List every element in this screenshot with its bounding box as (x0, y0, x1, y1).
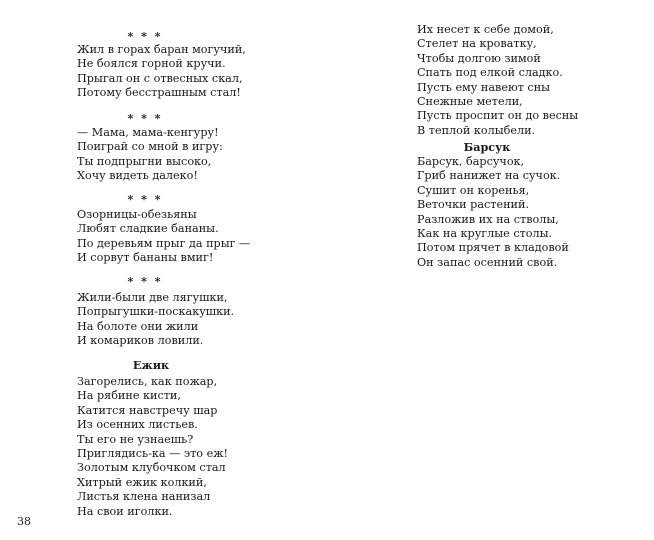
poem-line: На болоте они жили (77, 319, 199, 333)
poem-line: Пусть проспит он до весны (417, 109, 579, 123)
poem-line: Катится навстречу шар (77, 403, 218, 417)
poem-line: Чтобы долгою зимой (417, 51, 541, 65)
poem-line: Спать под елкой сладко. (417, 66, 563, 80)
poem-line: И сорвут бананы вмиг! (77, 251, 214, 265)
poem-line: На рябине кисти, (77, 389, 181, 403)
poem-line: Ты его не узнаешь? (77, 432, 194, 446)
poem-line: Жил в горах баран могучий, (77, 43, 246, 56)
poem-line: Загорелись, как пожар, (77, 375, 218, 388)
poem-line: Снежные метели, (417, 95, 523, 109)
poem-5 (77, 375, 228, 519)
poem-line: Жили-были две лягушки, (77, 291, 228, 304)
poem-1 (77, 43, 246, 101)
poem-line: Стелет на кроватку, (417, 37, 537, 51)
poem-line: Веточки растений. (417, 198, 530, 212)
poem-line: Любят сладкие бананы. (77, 222, 219, 236)
poem-line: Он запас осенний свой. (417, 255, 558, 269)
poem-line: Сушит он коренья, (417, 183, 530, 197)
poem-2 (77, 126, 223, 184)
poem-title-ezhik: Ежик (132, 358, 170, 372)
poem-continuation (417, 23, 578, 138)
poem-line: По деревьям прыг да прыг — (77, 236, 251, 250)
poem-line: — Мама, мама-кенгуру! (77, 126, 219, 139)
poem-line: Из осенних листьев. (77, 418, 198, 432)
poem-line: Озорницы-обезьяны (77, 208, 197, 221)
poem-line: Пусть ему навеют сны (417, 80, 551, 94)
stars-divider-1: * * * (127, 30, 163, 43)
stars-divider-4: * * * (127, 275, 163, 288)
poem-line: Попрыгушки-поскакушки. (77, 305, 235, 319)
poem-line: Потом прячет в кладовой (417, 241, 569, 255)
poem-3 (77, 208, 250, 266)
poem-line: Хочу видеть далеко! (77, 169, 198, 183)
poem-line: На свои иголки. (77, 504, 173, 518)
poem-line: В теплой колыбели. (417, 123, 536, 137)
poem-line: Прыгал он с отвесных скал, (77, 71, 243, 85)
poem-4 (77, 291, 234, 349)
poem-line: Гриб нанижет на сучок. (417, 169, 561, 183)
poem-line: Листья клена нанизал (77, 490, 211, 504)
poem-title-barsuk: Барсук (463, 140, 511, 154)
poem-line: Не боялся горной кручи. (77, 57, 226, 71)
poem-6 (417, 155, 569, 270)
stars-divider-3: * * * (127, 193, 163, 206)
poem-line: Ты подпрыгни высоко, (77, 154, 212, 168)
poem-line: Их несет к себе домой, (417, 23, 554, 36)
poem-line: Как на круглые столы. (417, 227, 553, 241)
poem-line: Барсук, барсучок, (417, 155, 525, 168)
poem-line: Золотым клубочком стал (77, 461, 226, 475)
stars-divider-2: * * * (127, 112, 163, 125)
poem-line: И комариков ловили. (77, 334, 204, 348)
poem-line: Потому бесстрашным стал! (77, 86, 241, 100)
poem-line: Приглядись-ка — это еж! (77, 447, 228, 461)
poem-line: Разложив их на стволы, (417, 212, 559, 226)
poem-line: Хитрый ежик колкий, (77, 475, 207, 489)
poem-line: Поиграй со мной в игру: (77, 140, 223, 154)
page-number: 38 (17, 515, 31, 528)
